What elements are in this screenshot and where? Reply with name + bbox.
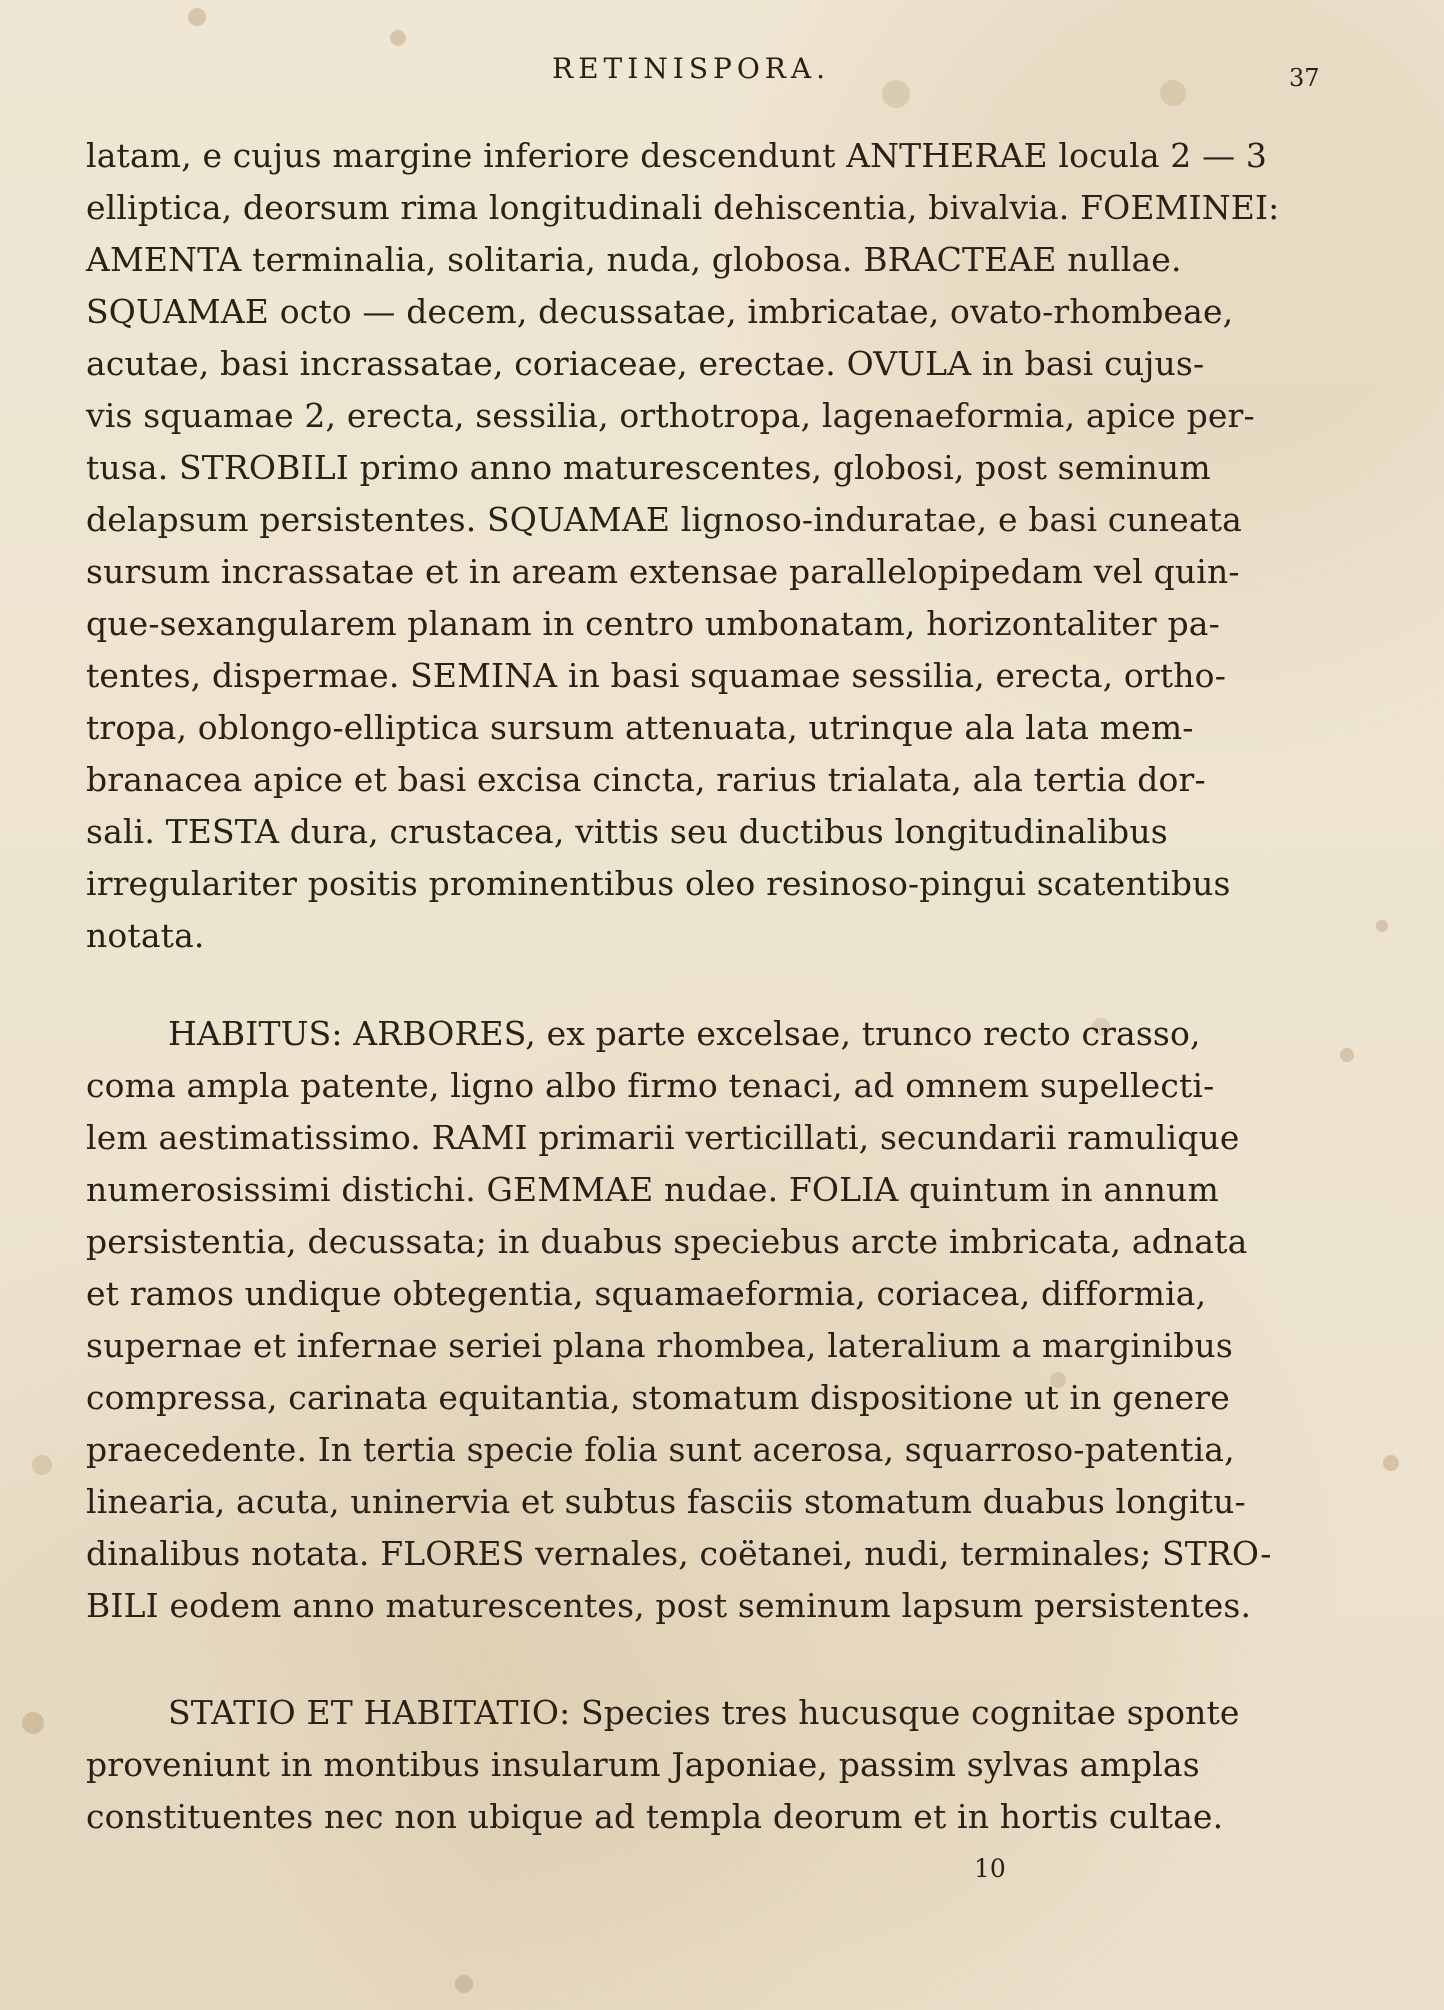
text-line: delapsum persistentes. SQUAMAE lignoso-induratae, e basi cuneata [86, 500, 1242, 539]
body-paragraph-2 [86, 1008, 1342, 1632]
text-line: numerosissimi distichi. GEMMAE nudae. FOLIA quintum in annum [86, 1170, 1219, 1209]
foxing-spot [22, 1712, 44, 1734]
foxing-spot [455, 1975, 473, 1993]
foxing-spot [188, 8, 206, 26]
body-paragraph-1 [86, 130, 1342, 962]
running-header: RETINISPORA. [552, 52, 830, 85]
text-line: sursum incrassatae et in aream extensae parallelopipedam vel quin- [86, 552, 1240, 591]
text-line: constituentes nec non ubique ad templa deorum et in hortis cultae. [86, 1797, 1224, 1836]
text-line: AMENTA terminalia, solitaria, nuda, globosa. BRACTEAE nullae. [86, 240, 1182, 279]
text-line: tentes, dispermae. SEMINA in basi squamae sessilia, erecta, ortho- [86, 656, 1226, 695]
text-line: supernae et infernae seriei plana rhombea, lateralium a marginibus [86, 1326, 1233, 1365]
foxing-spot [882, 80, 910, 108]
text-line: vis squamae 2, erecta, sessilia, orthotropa, lagenaeformia, apice per- [86, 396, 1255, 435]
foxing-spot [1376, 920, 1388, 932]
text-line: HABITUS: ARBORES, ex parte excelsae, trunco recto crasso, [168, 1014, 1201, 1053]
text-line: et ramos undique obtegentia, squamaeformia, coriacea, difformia, [86, 1274, 1207, 1313]
footer-page-marker: 10 [974, 1854, 1006, 1883]
text-line: elliptica, deorsum rima longitudinali dehiscentia, bivalvia. FOEMINEI: [86, 188, 1280, 227]
text-line: praecedente. In tertia specie folia sunt acerosa, squarroso-patentia, [86, 1430, 1235, 1469]
text-line: STATIO ET HABITATIO: Species tres hucusque cognitae sponte [168, 1693, 1240, 1732]
page-number: 37 [1289, 64, 1320, 92]
foxing-spot [32, 1455, 52, 1475]
text-line: persistentia, decussata; in duabus speciebus arcte imbricata, adnata [86, 1222, 1248, 1261]
text-line: SQUAMAE octo — decem, decussatae, imbricatae, ovato-rhombeae, [86, 292, 1234, 331]
text-line: notata. [86, 916, 205, 955]
text-line: proveniunt in montibus insularum Japoniae, passim sylvas amplas [86, 1745, 1200, 1784]
text-line: dinalibus notata. FLORES vernales, coëtanei, nudi, terminales; STRO- [86, 1534, 1272, 1573]
text-line: irregulariter positis prominentibus oleo resinoso-pingui scatentibus [86, 864, 1231, 903]
text-line: latam, e cujus margine inferiore descendunt ANTHERAE locula 2 — 3 [86, 136, 1268, 175]
text-line: lem aestimatissimo. RAMI primarii verticillati, secundarii ramulique [86, 1118, 1240, 1157]
body-paragraph-3 [86, 1687, 1342, 1843]
foxing-spot [390, 30, 406, 46]
text-line: BILI eodem anno maturescentes, post seminum lapsum persistentes. [86, 1586, 1252, 1625]
text-line: linearia, acuta, uninervia et subtus fasciis stomatum duabus longitu- [86, 1482, 1246, 1521]
text-line: acutae, basi incrassatae, coriaceae, erectae. OVULA in basi cujus- [86, 344, 1205, 383]
text-line: tropa, oblongo-elliptica sursum attenuata, utrinque ala lata mem- [86, 708, 1194, 747]
text-line: tusa. STROBILI primo anno maturescentes, globosi, post seminum [86, 448, 1211, 487]
foxing-spot [1340, 1048, 1354, 1062]
text-line: que-sexangularem planam in centro umbonatam, horizontaliter pa- [86, 604, 1220, 643]
text-line: sali. TESTA dura, crustacea, vittis seu ductibus longitudinalibus [86, 812, 1168, 851]
foxing-spot [1383, 1455, 1399, 1471]
text-line: coma ampla patente, ligno albo firmo tenaci, ad omnem supellecti- [86, 1066, 1215, 1105]
text-line: compressa, carinata equitantia, stomatum dispositione ut in genere [86, 1378, 1230, 1417]
foxing-spot [1160, 80, 1186, 106]
text-line: branacea apice et basi excisa cincta, rarius trialata, ala tertia dor- [86, 760, 1206, 799]
